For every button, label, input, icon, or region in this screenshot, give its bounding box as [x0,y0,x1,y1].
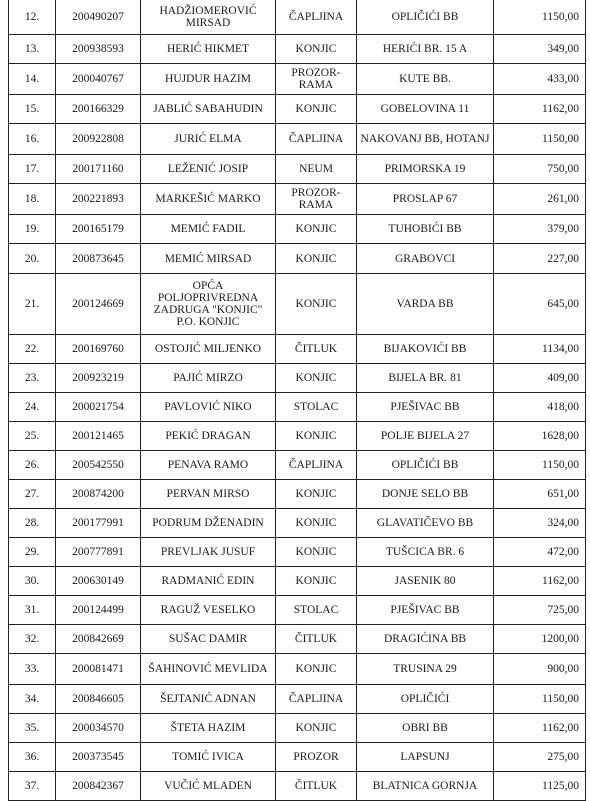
name-cell: OSTOJIĆ MILJENKO [141,335,276,364]
name-cell: PAVLOVIĆ NIKO [141,393,276,422]
row-number-cell: 32. [9,625,56,654]
address-cell: LAPSUNJ [357,743,494,772]
municipality-cell: KONJIC [276,274,357,335]
address-cell: PJEŠIVAC BB [357,596,494,625]
name-cell: PAJIĆ MIRZO [141,364,276,393]
table-row [9,509,586,538]
name-cell: ŠTETA HAZIM [141,714,276,743]
name-cell: OPĆA POLJOPRIVREDNA ZADRUGA "KONJIC" P.O. KONJIC [141,274,276,335]
amount-cell: 1150,00 [494,451,586,480]
address-cell: VARDA BB [357,274,494,335]
address-cell: OPLIČIĆI BB [357,0,494,35]
id-number-cell: 200021754 [56,393,141,422]
name-cell: PEKIĆ DRAGAN [141,422,276,451]
municipality-cell: STOLAC [276,393,357,422]
table-body [9,0,586,801]
name-cell: HADŽIOMEROVIĆ MIRSAD [141,0,276,35]
address-cell: DRAGIĆINA BB [357,625,494,654]
row-number-cell: 31. [9,596,56,625]
municipality-cell: ČITLUK [276,625,357,654]
row-number-cell: 15. [9,95,56,124]
table-row [9,625,586,654]
row-number-cell: 19. [9,215,56,244]
table-row [9,772,586,801]
table-row [9,596,586,625]
row-number-cell: 37. [9,772,56,801]
municipality-cell: NEUM [276,155,357,184]
id-number-cell: 200124669 [56,274,141,335]
table-row [9,654,586,685]
address-cell: BIJAKOVIĆI BB [357,335,494,364]
table-row [9,184,586,215]
row-number-cell: 25. [9,422,56,451]
address-cell: JASENIK 80 [357,567,494,596]
row-number-cell: 20. [9,244,56,274]
id-number-cell: 200169760 [56,335,141,364]
table-row [9,335,586,364]
table-row [9,35,586,64]
address-cell: BLATNICA GORNJA [357,772,494,801]
amount-cell: 433,00 [494,64,586,95]
row-number-cell: 16. [9,124,56,155]
row-number-cell: 22. [9,335,56,364]
amount-cell: 1200,00 [494,625,586,654]
amount-cell: 1150,00 [494,124,586,155]
address-cell: OBRI BB [357,714,494,743]
municipality-cell: KONJIC [276,714,357,743]
id-number-cell: 200542550 [56,451,141,480]
id-number-cell: 200873645 [56,244,141,274]
id-number-cell: 200846605 [56,685,141,714]
address-cell: GOBELOVINA 11 [357,95,494,124]
municipality-cell: KONJIC [276,480,357,509]
name-cell: PENAVA RAMO [141,451,276,480]
municipality-cell: PROZOR-RAMA [276,64,357,95]
id-number-cell: 200124499 [56,596,141,625]
id-number-cell: 200166329 [56,95,141,124]
municipality-cell: ČAPLJINA [276,0,357,35]
name-cell: MARKEŠIĆ MARKO [141,184,276,215]
amount-cell: 900,00 [494,654,586,685]
row-number-cell: 24. [9,393,56,422]
name-cell: MEMIĆ MIRSAD [141,244,276,274]
table-row [9,422,586,451]
name-cell: JURIĆ ELMA [141,124,276,155]
municipality-cell: KONJIC [276,364,357,393]
id-number-cell: 200490207 [56,0,141,35]
amount-cell: 725,00 [494,596,586,625]
municipality-cell: ČITLUK [276,335,357,364]
name-cell: HERIĆ HIKMET [141,35,276,64]
table-row [9,124,586,155]
amount-cell: 1162,00 [494,567,586,596]
name-cell: ŠEJTANIĆ ADNAN [141,685,276,714]
row-number-cell: 35. [9,714,56,743]
municipality-cell: ČITLUK [276,772,357,801]
address-cell: OPLIČIĆI [357,685,494,714]
municipality-cell: KONJIC [276,422,357,451]
row-number-cell: 14. [9,64,56,95]
address-cell: PROSLAP 67 [357,184,494,215]
id-number-cell: 200842367 [56,772,141,801]
address-cell: OPLIČIĆI BB [357,451,494,480]
amount-cell: 379,00 [494,215,586,244]
municipality-cell: STOLAC [276,596,357,625]
id-number-cell: 200081471 [56,654,141,685]
row-number-cell: 17. [9,155,56,184]
id-number-cell: 200923219 [56,364,141,393]
amount-cell: 261,00 [494,184,586,215]
id-number-cell: 200938593 [56,35,141,64]
municipality-cell: KONJIC [276,509,357,538]
row-number-cell: 28. [9,509,56,538]
name-cell: ŠAHINOVIĆ MEVLIDA [141,654,276,685]
table-row [9,0,586,35]
id-number-cell: 200165179 [56,215,141,244]
name-cell: MEMIĆ FADIL [141,215,276,244]
amount-cell: 1162,00 [494,95,586,124]
amount-cell: 227,00 [494,244,586,274]
id-number-cell: 200922808 [56,124,141,155]
table-row [9,393,586,422]
row-number-cell: 23. [9,364,56,393]
row-number-cell: 26. [9,451,56,480]
id-number-cell: 200040767 [56,64,141,95]
table-row [9,743,586,772]
municipality-cell: PROZOR-RAMA [276,184,357,215]
address-cell: NAKOVANJ BB, HOTANJ [357,124,494,155]
table-row [9,95,586,124]
address-cell: HERIĆI BR. 15 A [357,35,494,64]
municipality-cell: ČAPLJINA [276,124,357,155]
name-cell: TOMIĆ IVICA [141,743,276,772]
row-number-cell: 30. [9,567,56,596]
municipality-cell: ČAPLJINA [276,685,357,714]
table-row [9,364,586,393]
name-cell: LEŽENIĆ JOSIP [141,155,276,184]
row-number-cell: 18. [9,184,56,215]
name-cell: PERVAN MIRSO [141,480,276,509]
row-number-cell: 13. [9,35,56,64]
table-row [9,714,586,743]
municipality-cell: ČAPLJINA [276,451,357,480]
amount-cell: 324,00 [494,509,586,538]
amount-cell: 1628,00 [494,422,586,451]
table-row [9,274,586,335]
municipality-cell: KONJIC [276,538,357,567]
amount-cell: 409,00 [494,364,586,393]
row-number-cell: 29. [9,538,56,567]
id-number-cell: 200630149 [56,567,141,596]
id-number-cell: 200777891 [56,538,141,567]
name-cell: VUČIĆ MLADEN [141,772,276,801]
id-number-cell: 200874200 [56,480,141,509]
id-number-cell: 200171160 [56,155,141,184]
municipality-cell: KONJIC [276,215,357,244]
records-table [8,0,586,801]
name-cell: PODRUM DŽENADIN [141,509,276,538]
amount-cell: 1134,00 [494,335,586,364]
table-row [9,215,586,244]
row-number-cell: 33. [9,654,56,685]
name-cell: RADMANIĆ EDIN [141,567,276,596]
table-row [9,451,586,480]
table-row [9,480,586,509]
name-cell: RAGUŽ VESELKO [141,596,276,625]
name-cell: PREVLJAK JUSUF [141,538,276,567]
amount-cell: 1125,00 [494,772,586,801]
amount-cell: 645,00 [494,274,586,335]
address-cell: TUHOBIĆI BB [357,215,494,244]
municipality-cell: PROZOR [276,743,357,772]
address-cell: TUŠCICA BR. 6 [357,538,494,567]
id-number-cell: 200034570 [56,714,141,743]
name-cell: JABLIĆ SABAHUDIN [141,95,276,124]
table-row [9,155,586,184]
amount-cell: 750,00 [494,155,586,184]
municipality-cell: KONJIC [276,567,357,596]
municipality-cell: KONJIC [276,654,357,685]
address-cell: KUTE BB. [357,64,494,95]
id-number-cell: 200373545 [56,743,141,772]
amount-cell: 472,00 [494,538,586,567]
address-cell: PJEŠIVAC BB [357,393,494,422]
address-cell: DONJE SELO BB [357,480,494,509]
amount-cell: 1162,00 [494,714,586,743]
row-number-cell: 12. [9,0,56,35]
address-cell: POLJE BIJELA 27 [357,422,494,451]
amount-cell: 1150,00 [494,0,586,35]
id-number-cell: 200121465 [56,422,141,451]
amount-cell: 651,00 [494,480,586,509]
table-row [9,538,586,567]
amount-cell: 349,00 [494,35,586,64]
address-cell: TRUSINA 29 [357,654,494,685]
amount-cell: 275,00 [494,743,586,772]
id-number-cell: 200221893 [56,184,141,215]
address-cell: PRIMORSKA 19 [357,155,494,184]
address-cell: GRABOVCI [357,244,494,274]
table-row [9,244,586,274]
address-cell: BIJELA BR. 81 [357,364,494,393]
municipality-cell: KONJIC [276,244,357,274]
amount-cell: 418,00 [494,393,586,422]
name-cell: HUJDUR HAZIM [141,64,276,95]
municipality-cell: KONJIC [276,95,357,124]
name-cell: SUŠAC DAMIR [141,625,276,654]
id-number-cell: 200177991 [56,509,141,538]
id-number-cell: 200842669 [56,625,141,654]
table-row [9,685,586,714]
row-number-cell: 27. [9,480,56,509]
table-row [9,567,586,596]
row-number-cell: 36. [9,743,56,772]
municipality-cell: KONJIC [276,35,357,64]
address-cell: GLAVATIČEVO BB [357,509,494,538]
row-number-cell: 21. [9,274,56,335]
row-number-cell: 34. [9,685,56,714]
table-row [9,64,586,95]
amount-cell: 1150,00 [494,685,586,714]
